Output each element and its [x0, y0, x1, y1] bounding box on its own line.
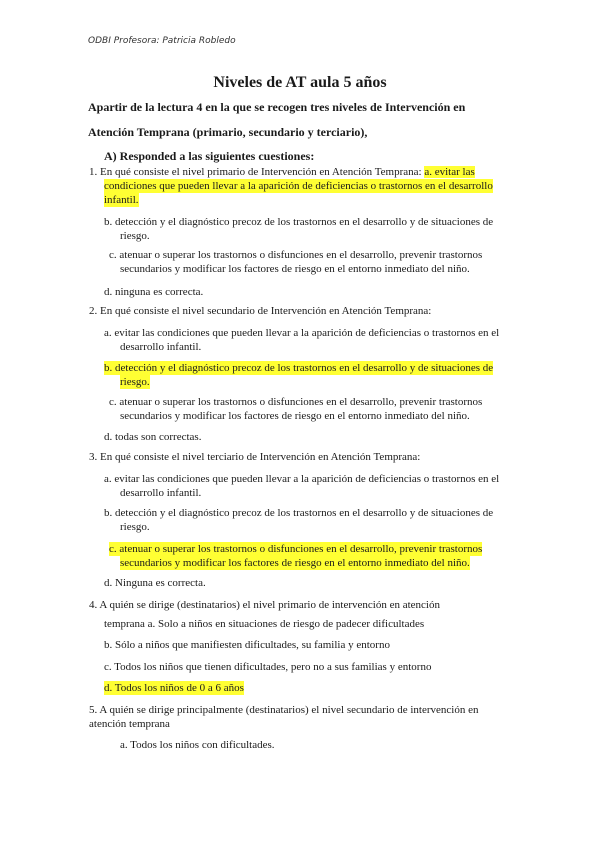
- q3-option-d: d. Ninguna es correcta.: [104, 577, 206, 589]
- q1-option-d: d. ninguna es correcta.: [104, 286, 204, 298]
- section-heading: A) Responded a las siguientes cuestiones:: [104, 149, 315, 163]
- question-4-text: 4. A quién se dirige (destinatarios) el nivel primario de intervención en atención: [89, 599, 440, 611]
- q1-option-c-line-1: c. atenuar o superar los trastornos o disfunciones en el desarrollo, prevenir trastornos: [109, 249, 483, 261]
- q1-option-a-line-3: infantil.: [104, 194, 139, 206]
- q3-option-b-line-1: b. detección y el diagnóstico precoz de los trastornos en el desarrollo y de situaciones de: [104, 507, 494, 519]
- q2-option-b-line-2: riesgo.: [120, 376, 150, 388]
- q3-option-c-line-2: secundarios y modificar los factores de riesgo en el entorno inmediato del niño.: [120, 557, 470, 569]
- intro-line-2: Atención Temprana (primario, secundario y terciario),: [88, 125, 368, 139]
- question-5-line-1: 5. A quién se dirige principalmente (destinatarios) el nivel secundario de intervención en: [89, 704, 479, 716]
- q1-option-b-line-1: b. detección y el diagnóstico precoz de los trastornos en el desarrollo y de situaciones de: [104, 216, 494, 228]
- page-header: ODBI Profesora: Patricia Robledo: [88, 36, 236, 46]
- page-title: Niveles de AT aula 5 años: [213, 74, 387, 91]
- q5-option-a: a. Todos los niños con dificultades.: [120, 739, 275, 751]
- question-1-text: 1. En qué consiste el nivel primario de Intervención en Atención Temprana:: [89, 166, 422, 178]
- q1-option-a-line-2: condiciones que pueden llevar a la aparición de deficiencias o trastornos en el desarrollo: [104, 180, 493, 192]
- q2-option-c-line-1: c. atenuar o superar los trastornos o disfunciones en el desarrollo, prevenir trastornos: [109, 396, 483, 408]
- q2-option-a-line-2: desarrollo infantil.: [120, 341, 202, 353]
- q1-option-a-line-1: a. evitar las: [424, 166, 475, 178]
- q3-option-c-line-1: c. atenuar o superar los trastornos o disfunciones en el desarrollo, prevenir trastornos: [109, 543, 483, 555]
- q2-option-a-line-1: a. evitar las condiciones que pueden llevar a la aparición de deficiencias o trastornos en el: [104, 327, 500, 339]
- q4-option-c: c. Todos los niños que tienen dificultades, pero no a sus familias y entorno: [104, 661, 432, 673]
- question-5-line-2: atención temprana: [89, 718, 170, 730]
- q3-option-a-line-2: desarrollo infantil.: [120, 487, 202, 499]
- question-2-text: 2. En qué consiste el nivel secundario de Intervención en Atención Temprana:: [89, 305, 432, 317]
- q2-option-d: d. todas son correctas.: [104, 431, 202, 443]
- q4-option-b: b. Sólo a niños que manifiesten dificultades, su familia y entorno: [104, 639, 390, 651]
- q1-option-b-line-2: riesgo.: [120, 230, 150, 242]
- q4-option-d: d. Todos los niños de 0 a 6 años: [104, 682, 244, 694]
- q3-option-a-line-1: a. evitar las condiciones que pueden llevar a la aparición de deficiencias o trastornos en el: [104, 473, 500, 485]
- question-1: [89, 165, 475, 179]
- question-3-text: 3. En qué consiste el nivel terciario de Intervención en Atención Temprana:: [89, 451, 421, 463]
- q1-option-c-line-2: secundarios y modificar los factores de riesgo en el entorno inmediato del niño.: [120, 263, 470, 275]
- q3-option-b-line-2: riesgo.: [120, 521, 150, 533]
- q2-option-c-line-2: secundarios y modificar los factores de riesgo en el entorno inmediato del niño.: [120, 410, 470, 422]
- intro-line-1: Apartir de la lectura 4 en la que se recogen tres niveles de Intervención en: [88, 100, 466, 114]
- q4-option-a: temprana a. Solo a niños en situaciones de riesgo de padecer dificultades: [104, 618, 425, 630]
- q2-option-b-line-1: b. detección y el diagnóstico precoz de los trastornos en el desarrollo y de situaciones de: [104, 362, 494, 374]
